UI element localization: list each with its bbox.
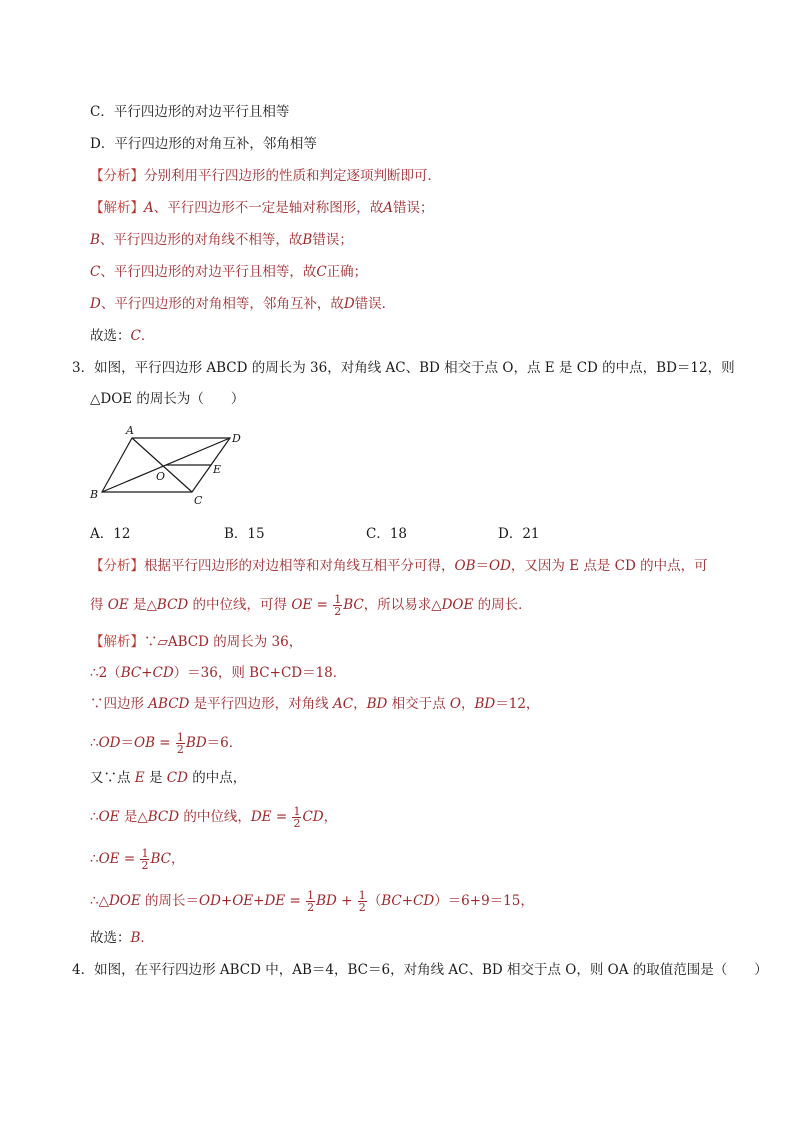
label-c: C (194, 494, 203, 507)
q2-option-c: C．平行四边形的对边平行且相等 (90, 104, 290, 120)
text: = (312, 597, 328, 613)
var: OD (98, 735, 121, 751)
var: DE (250, 809, 272, 825)
denominator: 2 (141, 859, 149, 872)
text: = (119, 851, 136, 867)
text: ∴ (90, 735, 99, 751)
var-d: D (90, 296, 101, 312)
text: 的周长＝ (140, 893, 200, 909)
var: E (134, 770, 145, 786)
text: 的中位线，可得 (188, 597, 292, 613)
text: ∴△ (90, 893, 109, 909)
var: OD+OE+DE (199, 893, 286, 909)
text: 是平行四边形，对角线 (189, 696, 333, 712)
analysis-tag: 【分析】 (90, 168, 144, 184)
numerator: 1 (307, 889, 315, 902)
text: ，所以易求△ (363, 597, 442, 613)
var: OB (134, 735, 155, 751)
var-d: D (343, 296, 355, 312)
var: BD (474, 696, 496, 712)
denominator: 2 (358, 901, 366, 914)
var: BC+CD (120, 665, 174, 681)
solution-tag: 【解析】 (90, 634, 144, 650)
q3-solution-line-3 (90, 694, 539, 714)
q2-answer (90, 326, 154, 346)
text: ＝12， (495, 696, 540, 712)
text: 得 (90, 597, 108, 613)
text: ＝6． (206, 735, 243, 751)
answer-value: C (130, 328, 141, 344)
var: OD (489, 558, 511, 574)
q2-analysis (90, 166, 441, 186)
text: 根据平行四边形的对边相等和对角线互相平分可得， (144, 558, 455, 574)
var-b: B (302, 232, 313, 248)
var-b: B (90, 232, 100, 248)
text: ， (353, 696, 367, 712)
var: OE (291, 597, 313, 613)
var: CD (166, 770, 188, 786)
text: 错误； (312, 232, 353, 248)
text: （ (367, 893, 382, 909)
var-a: A (383, 200, 393, 216)
label-o: O (156, 470, 166, 483)
text: ，又因为 E 点是 CD 的中点，可 (510, 558, 708, 574)
var: O (449, 696, 461, 712)
analysis-text: 分别利用平行四边形的性质和判定逐项判断即可． (144, 168, 441, 184)
label-e: E (213, 463, 222, 476)
text: ， (170, 851, 185, 867)
text: = (285, 893, 301, 909)
solution-tag: 【解析】 (90, 200, 144, 216)
text: 、平行四边形的对边平行且相等，故 (100, 264, 317, 280)
text: ）＝36，则 BC+CD＝18． (173, 665, 347, 681)
var: BCD (147, 809, 180, 825)
text: ∵▱ABCD 的周长为 36， (144, 634, 303, 650)
text: ＝ (120, 735, 134, 751)
q2-solution-line-3 (90, 262, 367, 282)
q3-solution-line-4 (90, 732, 242, 755)
fraction-half (140, 848, 149, 871)
answer-suffix: ． (140, 930, 154, 946)
text: 又∵点 (90, 770, 135, 786)
fraction-half (358, 890, 367, 913)
var: BC+CD (381, 893, 435, 909)
q3-analysis-line-2 (90, 594, 532, 617)
fraction-half (333, 594, 342, 617)
q2-solution-line-1 (90, 198, 434, 218)
q3-solution-line-8 (90, 890, 534, 913)
q2-solution-line-4 (90, 294, 395, 314)
fraction-half (292, 806, 301, 829)
text: ， (323, 809, 338, 825)
var: OE (107, 597, 129, 613)
numerator: 1 (176, 731, 184, 744)
var: BCD (156, 597, 189, 613)
label-a: A (126, 424, 134, 437)
q3-option-b: B．15 (224, 526, 265, 542)
var: CD (302, 809, 324, 825)
q3-solution-line-5 (90, 768, 246, 788)
q3-option-a: A．12 (90, 526, 131, 542)
q2-solution-line-2 (90, 230, 353, 250)
numerator: 1 (358, 889, 366, 902)
answer-suffix: ． (140, 328, 155, 344)
text: = (271, 809, 288, 825)
text: 是△ (128, 597, 157, 613)
fraction-half (176, 732, 185, 755)
answer-value: B (130, 930, 141, 946)
q3-answer (90, 928, 154, 948)
answer-prefix: 故选： (90, 930, 131, 946)
text: 是 (144, 770, 167, 786)
q3-analysis-line-1 (90, 556, 708, 576)
denominator: 2 (293, 817, 301, 830)
var: OE (98, 809, 120, 825)
text: 相交于点 (387, 696, 450, 712)
q3-stem-line-2: △DOE 的周长为（ ） (90, 391, 245, 407)
var: BD (366, 696, 388, 712)
text: 的周长． (473, 597, 532, 613)
text: 、平行四边形的对角线不相等，故 (99, 232, 303, 248)
label-d: D (232, 432, 241, 445)
var-a: A (144, 200, 154, 216)
text: ， (460, 696, 475, 712)
q2-option-d: D．平行四边形的对角互补，邻角相等 (90, 136, 317, 152)
numerator: 1 (141, 847, 149, 860)
q3-solution-line-7 (90, 848, 184, 871)
text: 的中点， (187, 770, 247, 786)
numerator: 1 (334, 593, 342, 606)
text: = (155, 735, 171, 751)
var: AC (332, 696, 354, 712)
var: BD (185, 735, 207, 751)
text: + (336, 893, 353, 909)
var: OE (98, 851, 120, 867)
q4-stem: 4．如图，在平行四边形 ABCD 中，AB＝4，BC＝6，对角线 AC、BD 相交于点 O，则 OA 的取值范围是（ ） (72, 962, 768, 978)
var: BC (150, 851, 171, 867)
text: 错误． (354, 296, 396, 312)
q3-stem-line-1: 3．如图，平行四边形 ABCD 的周长为 36，对角线 AC、BD 相交于点 O，点 E 是 CD 的中点，BD＝12，则 (72, 360, 735, 376)
var: DOE (441, 597, 474, 613)
denominator: 2 (307, 901, 315, 914)
q3-solution-line-6 (90, 806, 337, 829)
text: 的中位线， (179, 809, 251, 825)
text: ∴2（ (90, 665, 121, 681)
text: 错误； (393, 200, 434, 216)
text: 、平行四边形不一定是轴对称图形，故 (153, 200, 384, 216)
var: DOE (108, 893, 141, 909)
label-b: B (90, 488, 99, 501)
analysis-tag: 【分析】 (90, 558, 144, 574)
denominator: 2 (334, 605, 342, 618)
text: ∵四边形 (90, 696, 149, 712)
var: OB (454, 558, 476, 574)
q3-solution-line-1 (90, 632, 302, 652)
text: ∴ (90, 851, 99, 867)
var: BD (316, 893, 337, 909)
answer-prefix: 故选： (90, 328, 131, 344)
text: 正确； (326, 264, 368, 280)
var-c: C (316, 264, 327, 280)
q3-solution-line-2 (90, 663, 346, 683)
text: ）＝6+9＝15， (434, 893, 534, 909)
denominator: 2 (176, 743, 184, 756)
text: 是△ (119, 809, 148, 825)
numerator: 1 (293, 805, 301, 818)
fraction-half (306, 890, 315, 913)
text: ∴ (90, 809, 99, 825)
q3-option-c: C．18 (366, 526, 408, 542)
var: ABCD (148, 696, 190, 712)
text: ＝ (475, 558, 489, 574)
var: BC (343, 597, 364, 613)
text: 、平行四边形的对角相等，邻角互补，故 (100, 296, 344, 312)
var-c: C (90, 264, 101, 280)
q3-option-d: D．21 (498, 526, 540, 542)
parallelogram-figure (84, 420, 254, 512)
